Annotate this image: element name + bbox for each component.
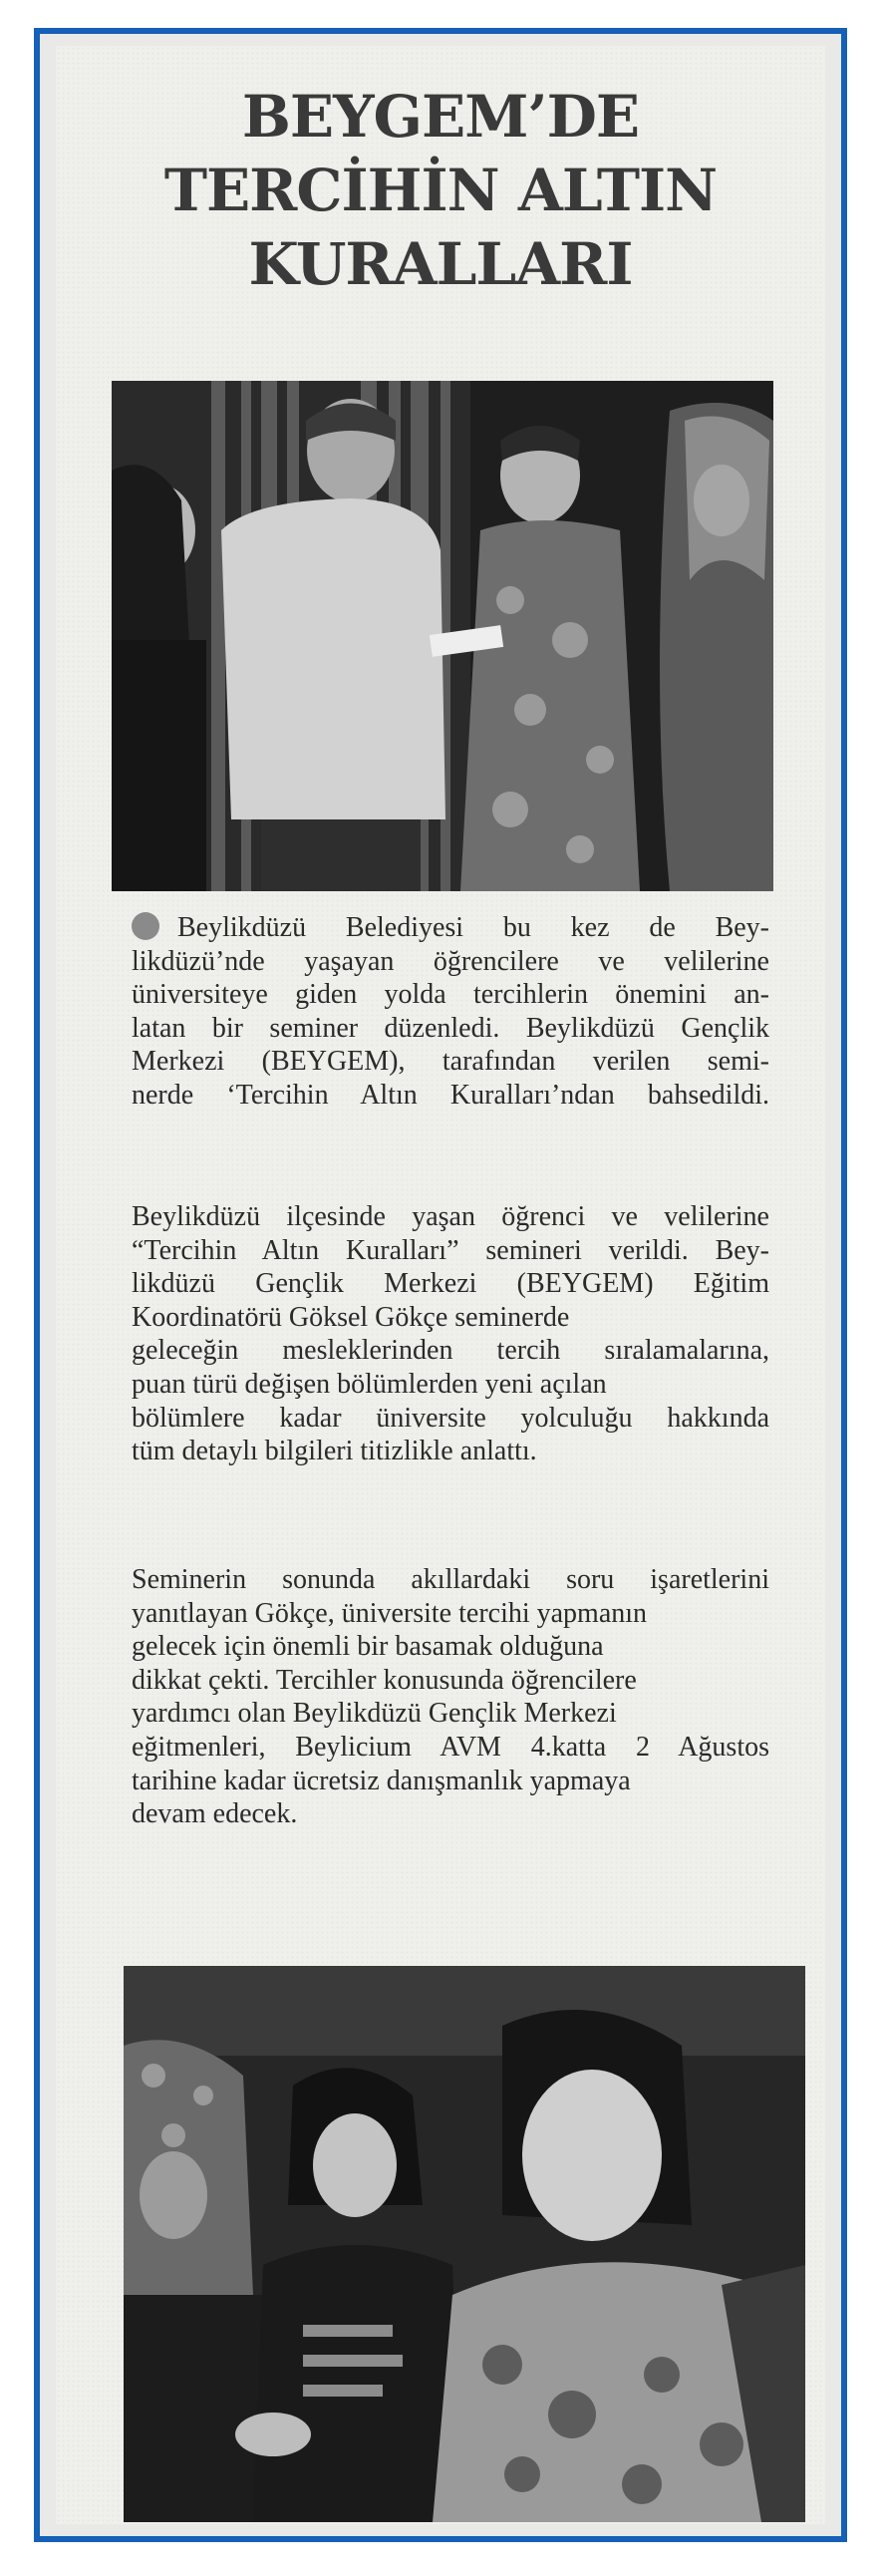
text-line: eğitmenleri, Beylicium AVM 4.katta 2 Ağustos — [132, 1731, 769, 1763]
text-line: bölümlere kadar üniversite yolculuğu hakkında — [132, 1402, 769, 1434]
text-line: puan türü değişen bölümlerden yeni açılan — [132, 1368, 607, 1400]
headline-line-2: TERCİHİN ALTIN — [163, 157, 718, 224]
newspaper-clipping — [56, 46, 825, 2524]
headline-line-3: KURALLARI — [248, 230, 633, 298]
text-line: Beylikdüzü ilçesinde yaşan öğrenci ve velilerine — [132, 1201, 769, 1232]
paragraph-conclusion — [132, 1563, 769, 1831]
text-line: tüm detaylı bilgileri titizlikle anlattı. — [132, 1436, 537, 1467]
text-line: “Tercihin Altın Kuralları” semineri verildi. Bey- — [132, 1234, 769, 1266]
text-line: devam edecek. — [132, 1798, 298, 1830]
text-line: Koordinatörü Göksel Gökçe seminerde — [132, 1301, 570, 1333]
text-line: nerde ‘Tercihin Altın Kuralları’ndan bahsedildi. — [132, 1079, 769, 1111]
text-line: tarihine kadar ücretsiz danışmanlık yapmaya — [132, 1765, 631, 1796]
seminar-photo-certificate — [112, 381, 773, 891]
text-line: Seminerin sonunda akıllardaki soru işaretlerini — [132, 1564, 769, 1595]
text-line: yanıtlayan Gökçe, üniversite tercihi yapmanın — [132, 1597, 648, 1629]
headline-line-1: BEYGEM’DE — [241, 83, 640, 151]
text-line: likdüzü’nde yaşayan öğrencilere ve velilerine — [132, 945, 769, 977]
text-line: latan bir seminer düzenledi. Beylikdüzü Gençlik — [132, 1012, 769, 1044]
bullet-icon — [132, 912, 159, 940]
text-line: likdüzü Gençlik Merkezi (BEYGEM) Eğitim — [132, 1268, 769, 1300]
seminar-photo-audience — [124, 1966, 805, 2522]
headline — [56, 80, 825, 301]
clipping-frame — [34, 28, 847, 2542]
text-line: geleceğin mesleklerinden tercih sıralamalarına, — [132, 1335, 769, 1367]
text-line: Merkezi (BEYGEM), tarafından verilen semi- — [132, 1046, 769, 1078]
text-line: Beylikdüzü Belediyesi bu kez de Bey- — [132, 911, 769, 945]
paragraph-intro — [132, 911, 769, 1113]
text-line: gelecek için önemli bir basamak olduğuna — [132, 1631, 604, 1663]
text-line: üniversiteye giden yolda tercihlerin önemini an- — [132, 979, 769, 1011]
text-line: dikkat çekti. Tercihler konusunda öğrencilere — [132, 1664, 637, 1696]
paragraph-seminar — [132, 1200, 769, 1468]
text-line: yardımcı olan Beylikdüzü Gençlik Merkezi — [132, 1698, 617, 1730]
